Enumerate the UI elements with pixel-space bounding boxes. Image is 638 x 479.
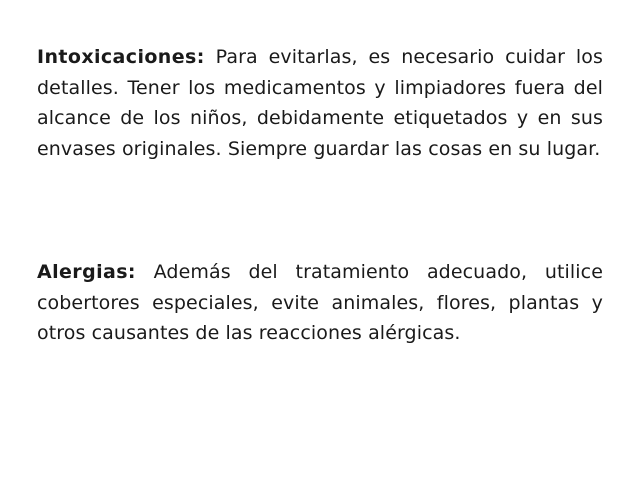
text-intoxicaciones: Para evitarlas, es necesario cuidar los detalles. Tener los medicamentos y limpiadores fuera del alcance de los niños, debidamente etiquetados y en sus envases originales. Siempre guardar las cosas en su lugar.	[37, 46, 604, 160]
paragraph-intoxicaciones	[37, 42, 603, 164]
text-alergias: Además del tratamiento adecuado, utilice cobertores especiales, evite animales, flores, plantas y otros causantes de las reacciones alérgicas.	[37, 261, 603, 344]
term-intoxicaciones: Intoxicaciones:	[37, 46, 205, 68]
term-alergias: Alergias:	[37, 261, 136, 283]
paragraph-alergias	[37, 257, 603, 349]
